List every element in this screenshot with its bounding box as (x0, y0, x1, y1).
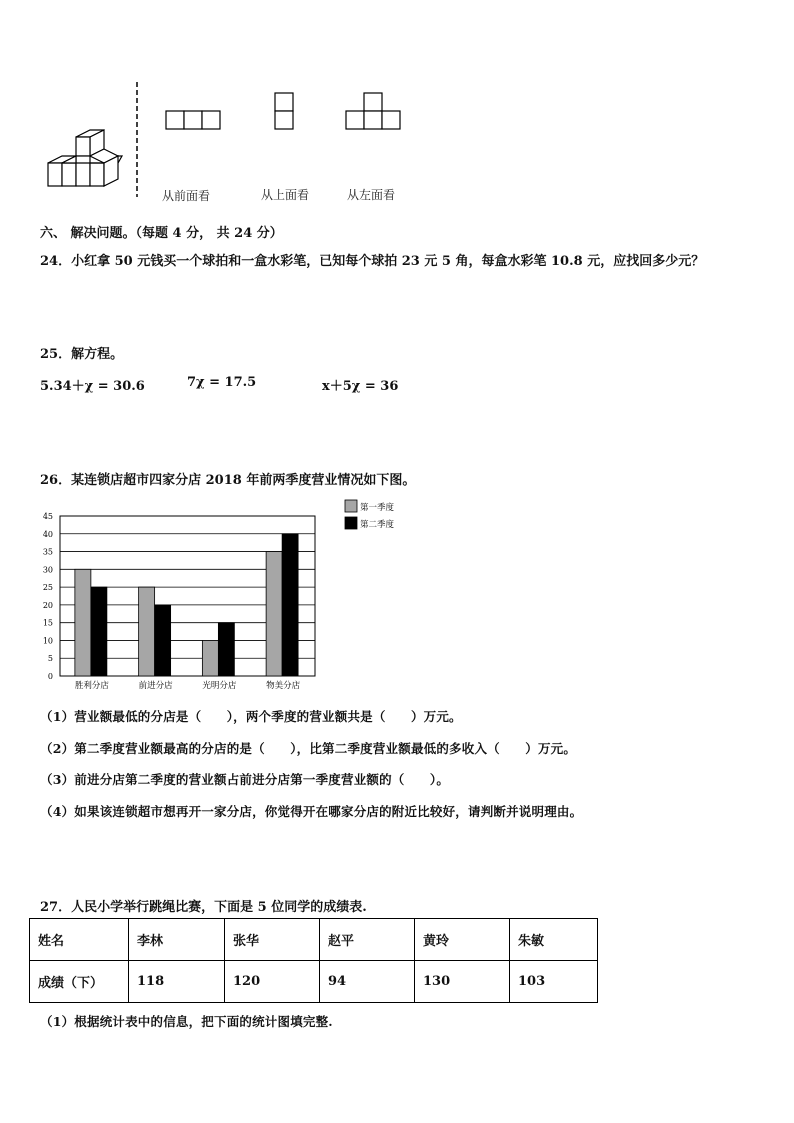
top-view-label: 从上面看 (261, 188, 310, 202)
table-cell: 118 (129, 961, 225, 1003)
cube-solid-figure (40, 125, 130, 195)
question-26-4: （4）如果该连锁超市想再开一家分店，你觉得开在哪家分店的附近比较好，请判断并说明理由。 (40, 804, 583, 819)
y-tick-label: 30 (42, 565, 53, 575)
front-view-label: 从前面看 (162, 189, 211, 203)
question-24: 24．小红拿 50 元钱买一个球拍和一盒水彩笔，已知每个球拍 23 元 5 角，每盒水彩笔 10.8 元，应找回多少元？ (40, 254, 705, 269)
table-cell: 120 (225, 961, 320, 1003)
y-tick-label: 25 (42, 583, 53, 593)
left-view-squares (345, 92, 401, 130)
equation-3: x＋5χ = 36 (322, 379, 399, 394)
table-row (30, 961, 598, 1003)
x-tick-label: 前进分店 (138, 681, 173, 691)
table-cell: 130 (415, 961, 510, 1003)
bar-2-1 (91, 587, 107, 676)
bar-2-3 (218, 623, 234, 676)
question-26-3: （3）前进分店第二季度的营业额占前进分店第一季度营业额的（ ）。 (40, 772, 450, 787)
question-27-1: （1）根据统计表中的信息，把下面的统计图填完整. (40, 1014, 333, 1029)
question-26: 26．某连锁店超市四家分店 2018 年前两季度营业情况如下图。 (40, 473, 416, 488)
table-cell: 成绩（下） (30, 961, 129, 1003)
y-tick-label: 15 (42, 618, 53, 628)
y-tick-label: 5 (47, 654, 53, 664)
question-27: 27．人民小学举行跳绳比赛，下面是 5 位同学的成绩表. (40, 900, 367, 915)
bar-1-3 (202, 640, 218, 676)
table-cell: 赵平 (320, 919, 415, 961)
table-row (30, 919, 598, 961)
y-tick-label: 35 (42, 547, 53, 557)
question-25: 25．解方程。 (40, 347, 124, 362)
section-title: 六、 解决问题。（每题 4 分， 共 24 分） (40, 226, 283, 241)
bar-2-4 (282, 534, 298, 676)
bar-1-1 (75, 569, 91, 676)
bar-1-4 (266, 552, 282, 676)
table-cell: 朱敏 (510, 919, 598, 961)
equation-2: 7χ = 17.5 (187, 375, 257, 390)
y-tick-label: 40 (42, 529, 53, 539)
score-table (29, 918, 598, 1003)
x-tick-label: 胜利分店 (74, 681, 109, 691)
y-tick-label: 0 (47, 672, 53, 681)
y-tick-label: 20 (42, 600, 53, 610)
table-cell: 94 (320, 961, 415, 1003)
legend-label: 第二季度 (360, 520, 395, 530)
legend-swatch (345, 517, 357, 529)
x-tick-label: 物美分店 (266, 681, 301, 691)
bar-2-2 (155, 605, 171, 676)
dashed-divider (134, 82, 140, 197)
bar-1-2 (139, 587, 155, 676)
table-cell: 李林 (129, 919, 225, 961)
x-tick-label: 光明分店 (202, 681, 237, 691)
question-26-1: （1）营业额最低的分店是（ ），两个季度的营业额共是（ ）万元。 (40, 709, 462, 724)
table-cell: 姓名 (30, 919, 129, 961)
table-cell: 黄玲 (415, 919, 510, 961)
table-cell: 张华 (225, 919, 320, 961)
y-tick-label: 45 (42, 512, 53, 521)
bar-chart (28, 497, 418, 697)
question-26-2: （2）第二季度营业额最高的分店的是（ ），比第二季度营业额最低的多收入（ ）万元。 (40, 741, 577, 756)
front-view-squares (165, 110, 221, 130)
table-cell: 103 (510, 961, 598, 1003)
left-view-label: 从左面看 (347, 188, 396, 202)
top-view-squares (274, 92, 294, 130)
equation-1: 5.34＋χ = 30.6 (40, 379, 145, 394)
legend-label: 第一季度 (360, 503, 395, 513)
y-tick-label: 10 (42, 636, 53, 646)
legend-swatch (345, 500, 357, 512)
